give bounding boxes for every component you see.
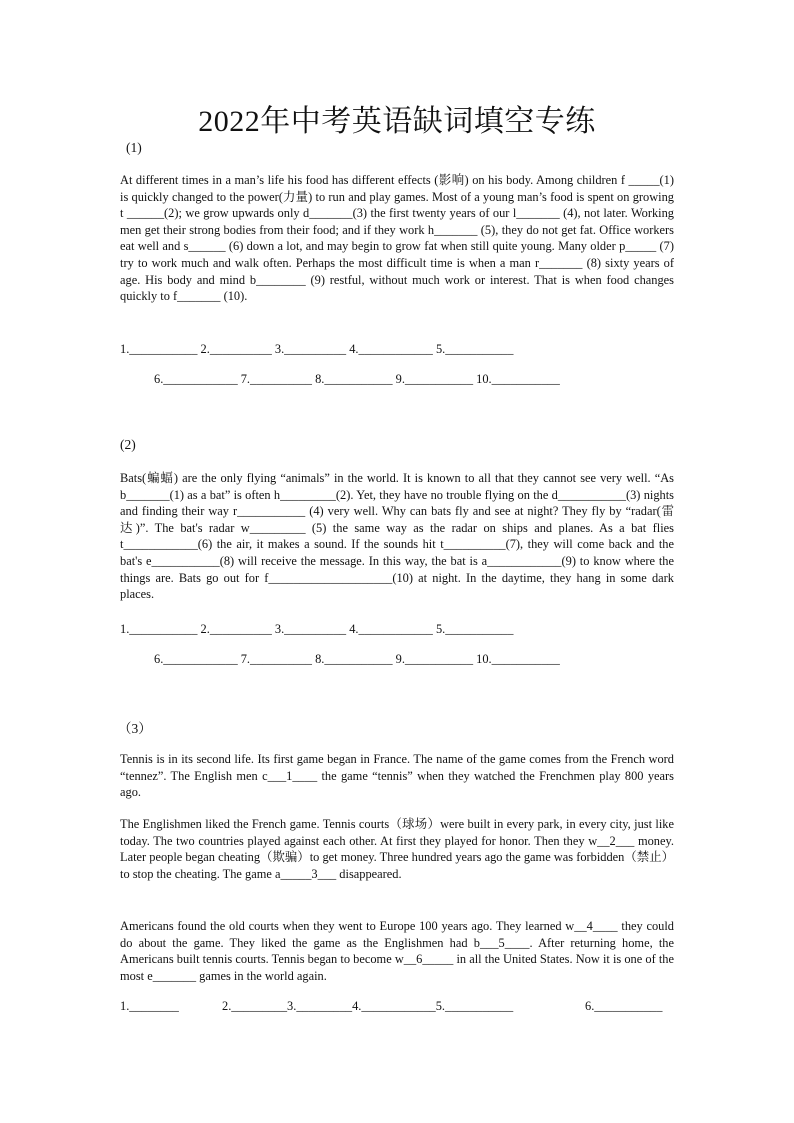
section-1-label: (1): [126, 140, 142, 155]
section-2-passage: Bats(蝙蝠) are the only flying “animals” in the world. It is known to all that they cannot see very well. “As b_______(1) as a bat” is often h_________(2). Yet, they have no trouble flying on the d___________(3) nights and finding their way r___________ (4) very well. Why can bats fly and see at night? They fly by “radar(雷达)”. The bat's radar w_________ (5) the same way as the radar on ships and planes. As a bat flies t____________(6) the air, it makes a sound. If the sounds hit t__________(7), they will come back and the bat's e___________(8) will receive the message. In this way, the bat is a____________(9) to know where the things are. Bats go out for f____________________(10) at night. In the daytime, they hang in some dark places.: [120, 471, 674, 602]
document-title: 2022年中考英语缺词填空专练: [198, 105, 596, 138]
section-3-answer-6: 6.___________: [585, 999, 663, 1013]
section-1-passage: At different times in a man’s life his food has different effects (影响) on his body. Among children f _____(1) is quickly changed to the power(力量) to run and play games. Most of a young man’s food is spent on growing t ______(2); we grow upwards only d_______(3) the first twenty years of our l_______ (4), not later. Working men get their strong bodies from their food; and if they work h_______ (5), they do not get fat. Office workers eat well and s______ (6) down a lot, and may begin to grow fat when still quite young. Many older p_____ (7) try to work much and walk often. Perhaps the most difficult time is when a man r_______ (8) sixty years of age. His body and mind b________ (9) restful, without much work or interest. That is when food changes quickly to f_______ (10).: [120, 173, 674, 304]
section-3-answer-1: 1.________: [120, 999, 179, 1013]
section-3-answers-2-5: 2._________3._________4.____________5.___________: [222, 999, 514, 1013]
section-3-paragraph-2: The Englishmen liked the French game. Tennis courts（球场）were built in every park, in every city, just like today. The two countries played against each other. At first they played for honor. Then they w__2___ money. Later people began cheating（欺骗）to get money. Three hundred years ago the game was forbidden（禁止）to stop the cheating. The game a_____3___ disappeared.: [120, 817, 674, 881]
section-3-paragraph-1: Tennis is in its second life. Its first game began in France. The name of the game comes from the French word “tennez”. The English men c___1____ the game “tennis” when they watched the Frenchmen play 800 years ago.: [120, 752, 674, 800]
section-3-paragraph-3: Americans found the old courts when they went to Europe 100 years ago. They learned w__4____ they could do about the game. They liked the game as the Englishmen had b___5____. After returning home, the Americans built tennis courts. Tennis began to become w__6_____ in all the United States. Now it is one of the most e_______ games in the world again.: [120, 919, 674, 983]
section-3-label: （3）: [118, 721, 152, 736]
section-2-answers-row-2: 6.____________ 7.__________ 8.___________ 9.___________ 10.___________: [154, 652, 560, 666]
section-1-answers-row-2: 6.____________ 7.__________ 8.___________ 9.___________ 10.___________: [154, 372, 560, 386]
section-2-answers-row-1: 1.___________ 2.__________ 3.__________ 4.____________ 5.___________: [120, 622, 514, 636]
section-2-label: (2): [120, 437, 136, 452]
section-1-answers-row-1: 1.___________ 2.__________ 3.__________ 4.____________ 5.___________: [120, 342, 514, 356]
